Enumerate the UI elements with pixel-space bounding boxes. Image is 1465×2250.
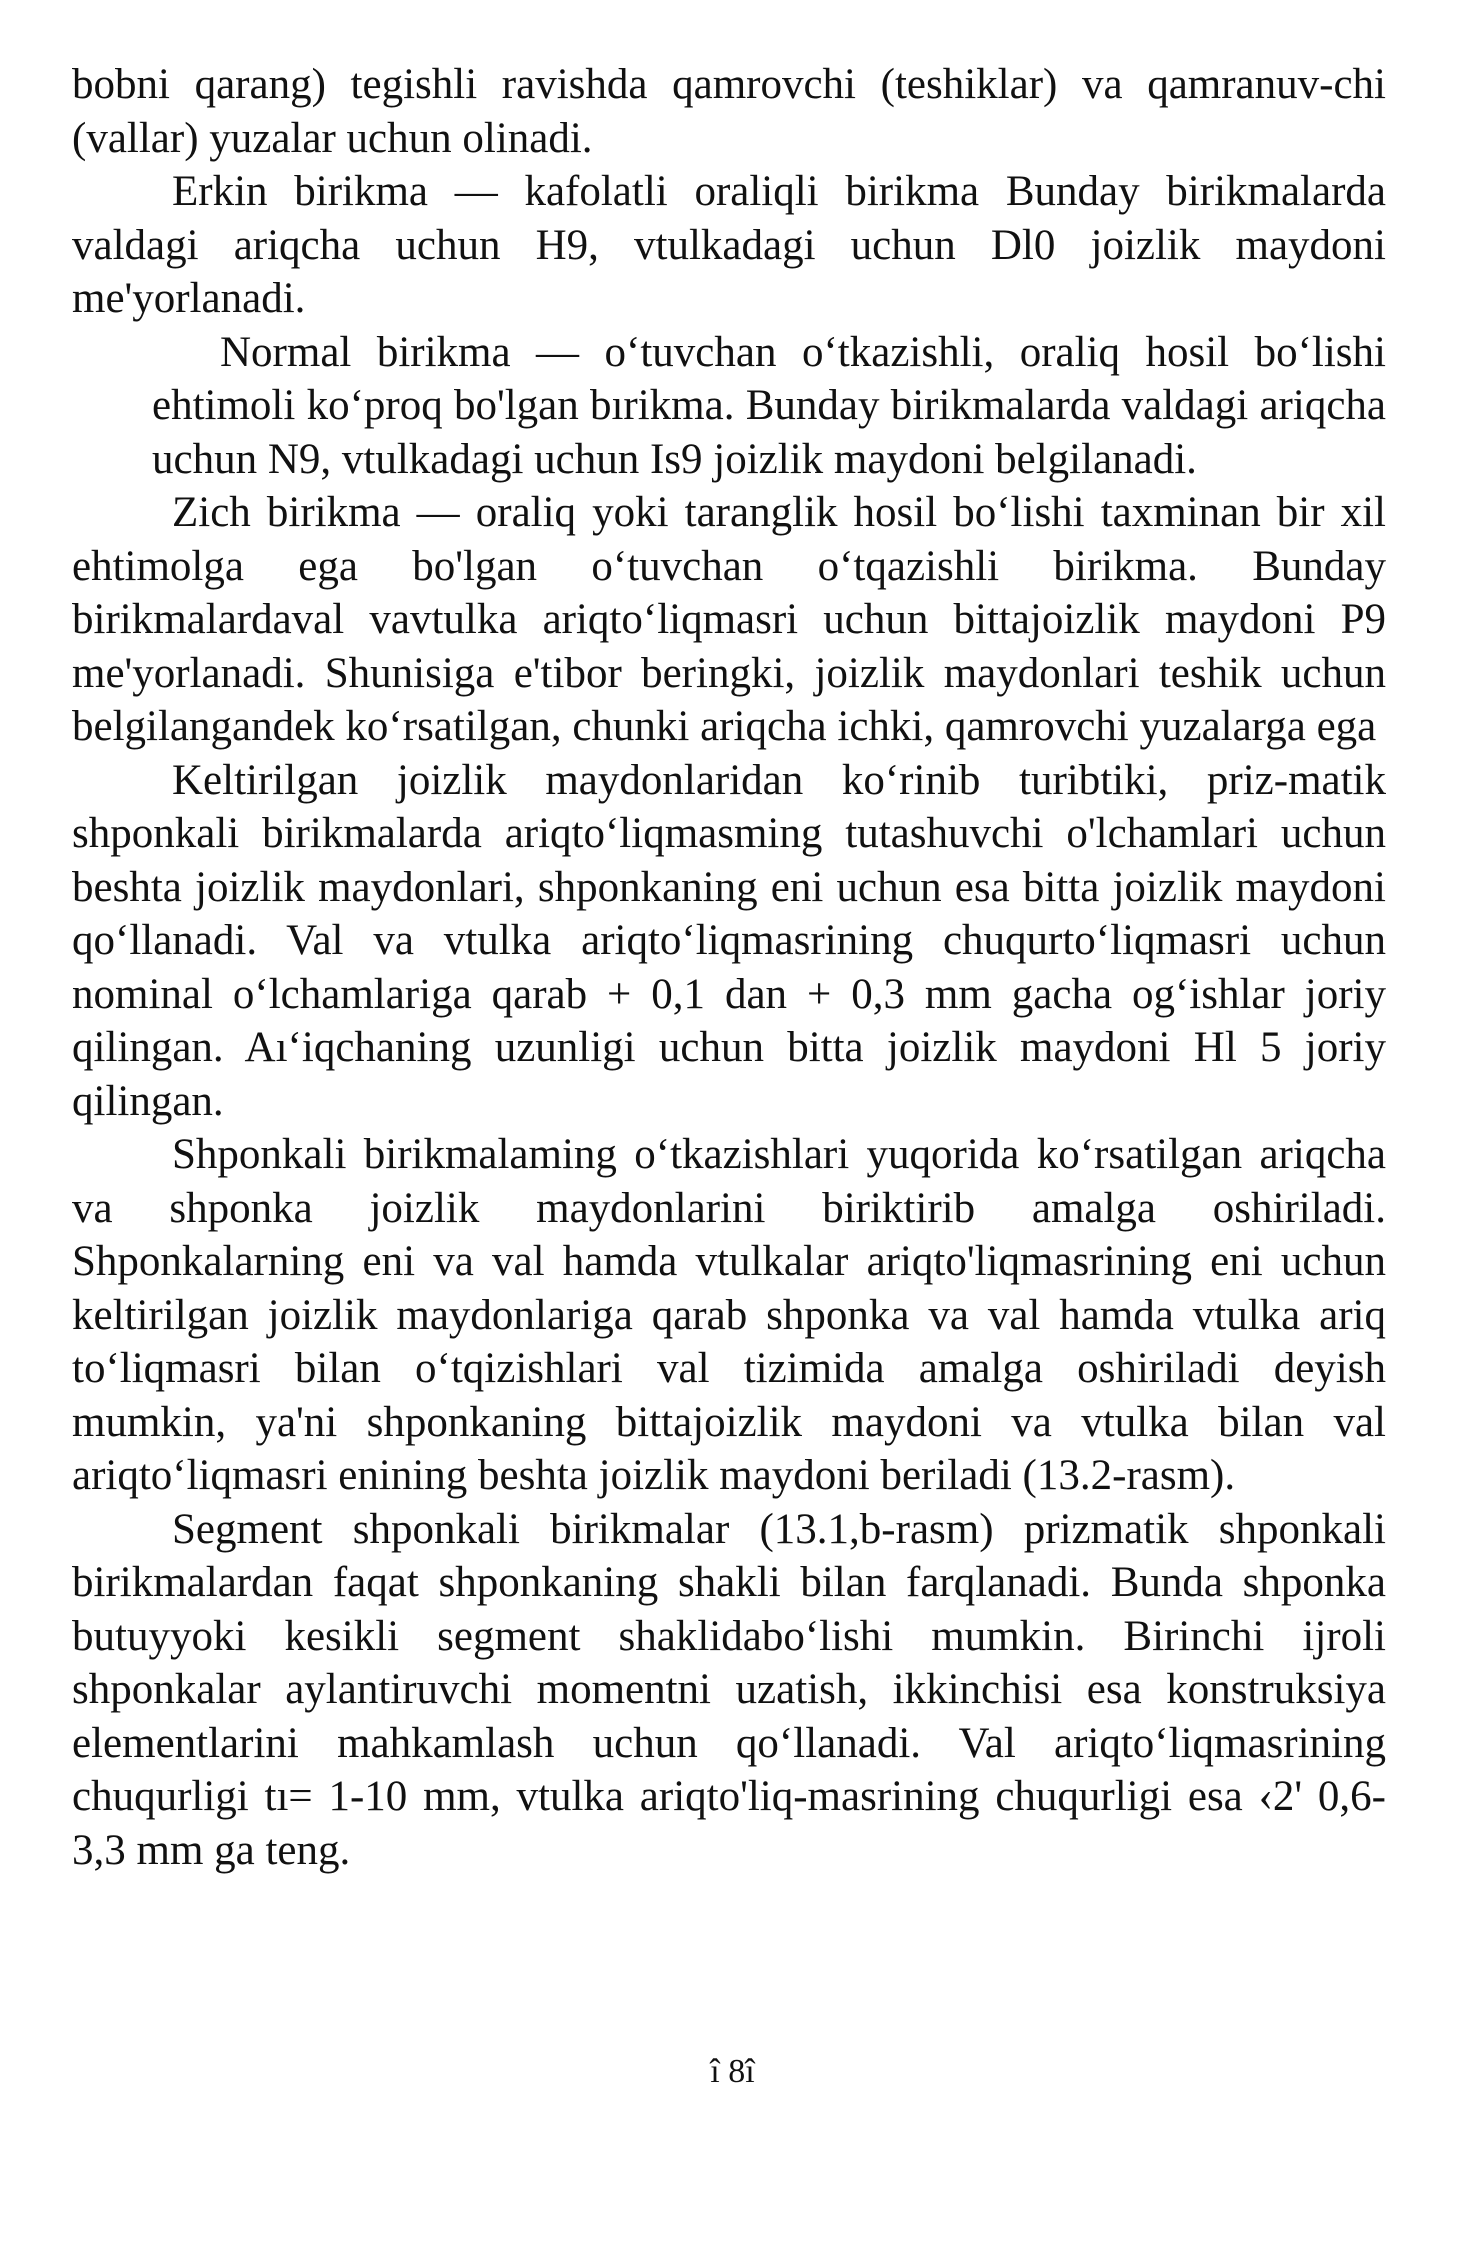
paragraph-segment-shponka: Segment shponkali birikmalar (13.1,b-rasm) prizmatik shponkali birikmalardan faqat shponkaning shakli bilan farqlanadi. Bunda shponka butuyyoki kesikli segment shaklidabo‘lishi mumkin. Birinchi ijroli shponkalar aylantiruvchi momentni uzatish, ikkinchisi esa konstruksiya elementlarini mahkamlash uchun qo‘llanadi. Val ariqto‘liqmasrining chuqurligi tı= 1-10 mm, vtulka ariqto'liq-masrining chuqurligi esa ‹2' 0,6-3,3 mm ga teng. [72, 1505, 1386, 1874]
paragraph-erkin-birikma: Erkin birikma — kafolatli oraliqli birikma Bunday birikmalarda valdagi ariqcha uchun H9, vtulkadagi uchun Dl0 joizlik maydoni me'yorlanadi. [72, 168, 1386, 322]
page-body [72, 58, 1386, 1877]
paragraph-continuation: bobni qarang) tegishli ravishda qamrovchi (teshiklar) va qamranuv-chi (vallar) yuzalar uchun olinadi. [72, 61, 1386, 162]
paragraph-keltirilgan: Keltirilgan joizlik maydonlaridan ko‘rinib turibtiki, priz-matik shponkali birikmalarda ariqto‘liqmasming tutashuvchi o'lchamlari uchun beshta joizlik maydonlari, shponkaning eni uchun esa bitta joizlik maydoni qo‘llanadi. Val va vtulka ariqto‘liqmasrining chuqurto‘liqmasri uchun nominal o‘lchamlariga qarab + 0,1 dan + 0,3 mm gacha og‘ishlar joriy qilingan. Aı‘iqchaning uzunligi uchun bitta joizlik maydoni Hl 5 joriy qilingan. [72, 756, 1386, 1125]
page-number: î 8î [710, 2053, 755, 2090]
paragraph-shponkali-otkazishlar: Shponkali birikmalaming o‘tkazishlari yuqorida ko‘rsatilgan ariqcha va shponka joizlik maydonlarini biriktirib amalga oshiriladi. Shponkalarning eni va val hamda vtulkalar ariqto'liqmasrining eni uchun keltirilgan joizlik maydonlariga qarab shponka va val hamda vtulka ariq to‘liqmasri bilan o‘tqizishlari val tizimida amalga oshiriladi deyish mumkin, ya'ni shponkaning bittajoizlik maydoni va vtulka bilan val ariqto‘liqmasri enining beshta joizlik maydoni beriladi (13.2-rasm). [72, 1131, 1386, 1499]
paragraph-zich-birikma: Zich birikma — oraliq yoki taranglik hosil bo‘lishi taxminan bir xil ehtimolga ega bo'lgan o‘tuvchan o‘tqazishli birikma. Bunday birikmalardaval vavtulka ariqto‘liqmasri uchun bittajoizlik maydoni P9 me'yorlanadi. Shunisiga e'tibor beringki, joizlik maydonlari teshik uchun belgilangandek ko‘rsatilgan, chunki ariqcha ichki, qamrovchi yuzalarga ega [72, 489, 1386, 750]
paragraph-normal-birikma: Normal birikma — o‘tuvchan o‘tkazishli, oraliq hosil bo‘lishi ehtimoli ko‘proq bo'lgan bırikma. Bunday birikmalarda valdagi ariqcha uchun N9, vtulkadagi uchun Is9 joizlik maydoni belgilanadi. [152, 328, 1386, 483]
